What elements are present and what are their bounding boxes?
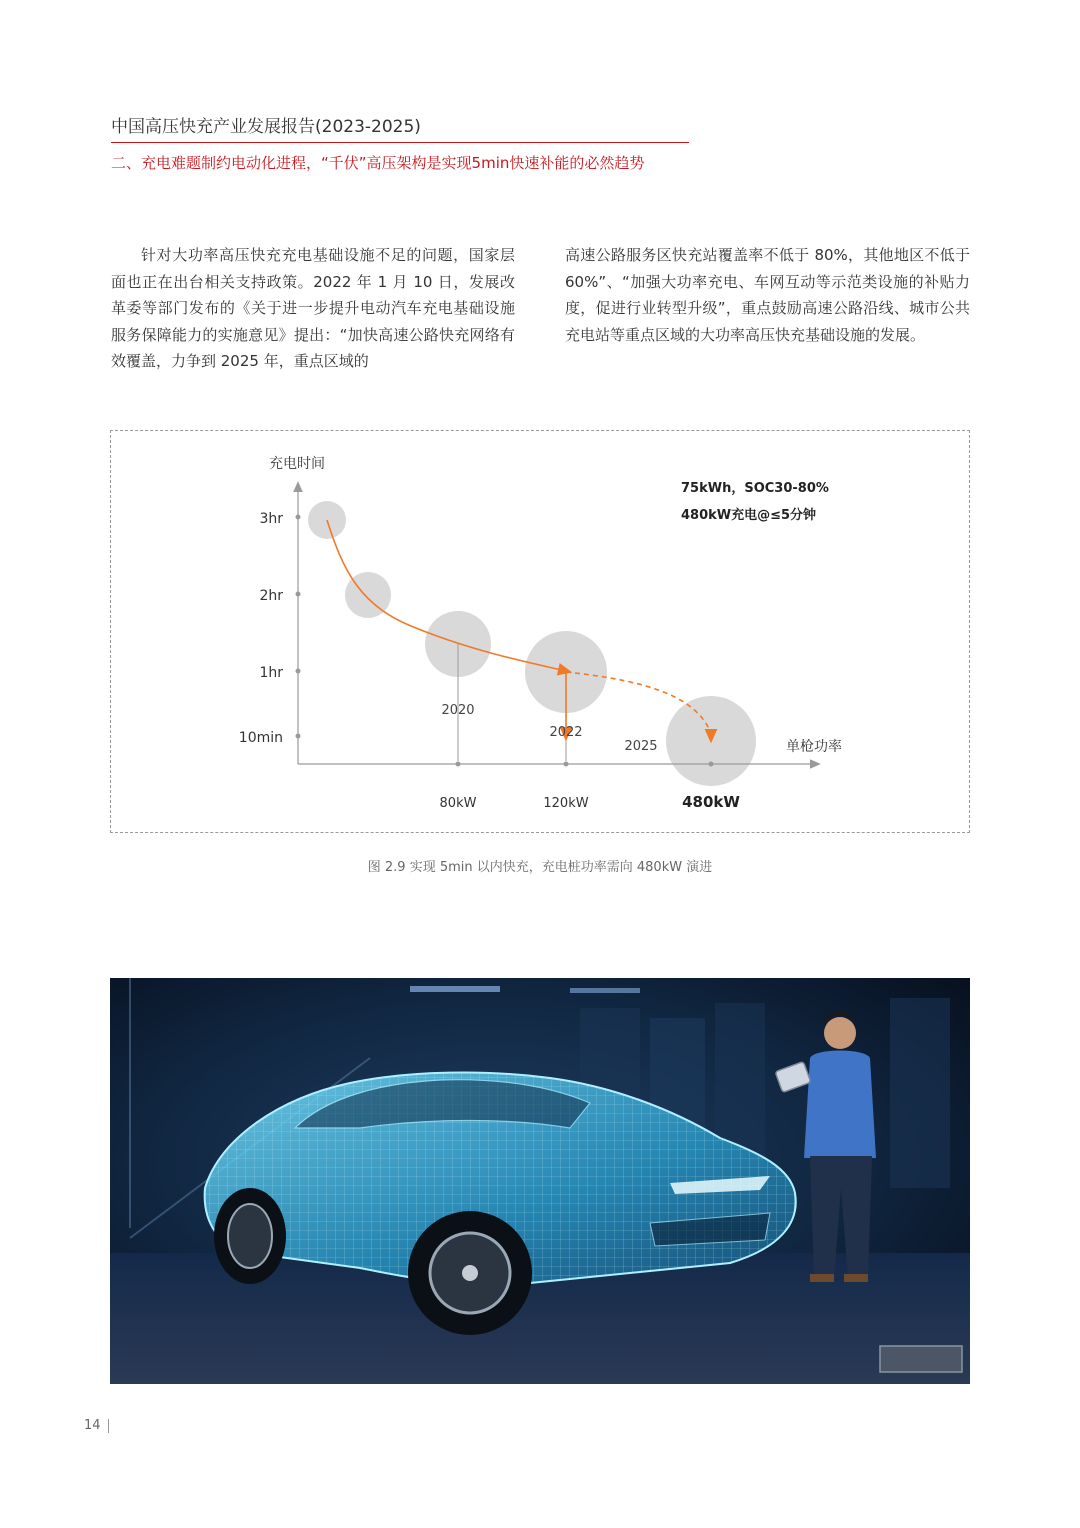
x-tick-dot [709, 762, 714, 767]
x-tick-dot [564, 762, 569, 767]
car-illustration [110, 978, 970, 1384]
wireframe-car-photo [110, 978, 970, 1384]
body-paragraph-left: 针对大功率高压快充充电基础设施不足的问题，国家层面也正在出台相关支持政策。2022 年 1 月 10 日，发展改革委等部门发布的《关于进一步提升电动汽车充电基础设施服务保障能力的实施意见》提出：“加快高速公路快充网络有效覆盖，力争到 2025 年，重点区域的 [111, 246, 515, 370]
y-tick-dot [296, 515, 301, 520]
year-label-2020: 2020 [441, 703, 475, 718]
x-tick-label-highlight: 480kW [682, 793, 740, 811]
floor-vent [880, 1346, 962, 1372]
ceiling-light [410, 986, 500, 992]
y-tick-label: 3hr [259, 511, 283, 527]
section-title: 二、充电难题制约电动化进程，“千伏”高压架构是实现5min快速补能的必然趋势 [111, 154, 645, 172]
x-tick-dot [456, 762, 461, 767]
annotation-charging: 480kW充电@≤5分钟 [681, 508, 817, 523]
x-tick-label: 80kW [439, 796, 477, 811]
y-tick-label: 1hr [259, 665, 283, 681]
y-tick-label: 10min [238, 730, 283, 746]
x-axis-label: 单枪功率 [786, 739, 842, 755]
figure-caption: 图 2.9 实现 5min 以内快充，充电桩功率需向 480kW 演进 [367, 860, 713, 875]
y-tick-label: 2hr [259, 588, 283, 604]
page-number: 14 [84, 1418, 101, 1433]
page-number-separator [108, 1419, 109, 1433]
wheel-rear [214, 1188, 286, 1284]
year-label-2022: 2022 [549, 725, 583, 740]
report-title: 中国高压快充产业发展报告(2023-2025) [111, 117, 421, 137]
x-tick-label: 120kW [543, 796, 589, 811]
year-label-2025: 2025 [624, 739, 658, 754]
wheel-front [408, 1211, 532, 1335]
body-paragraph-right: 高速公路服务区快充站覆盖率不低于 80%，其他地区不低于 60%”、“加强大功率充电、车网互动等示范类设施的补贴力度，促进行业转型升级”，重点鼓励高速公路沿线、城市公共充电站等重点区域的大功率高压快充基础设施的发展。 [565, 246, 970, 344]
header-divider [111, 142, 689, 143]
y-axis-label: 充电时间 [269, 456, 325, 472]
bubble-2025 [666, 696, 756, 786]
y-tick-dot [296, 734, 301, 739]
y-tick-dot [296, 669, 301, 674]
annotation-battery: 75kWh，SOC30-80% [681, 481, 829, 496]
y-tick-dot [296, 592, 301, 597]
figure-chart [110, 430, 970, 833]
charging-evolution-chart [111, 431, 971, 834]
